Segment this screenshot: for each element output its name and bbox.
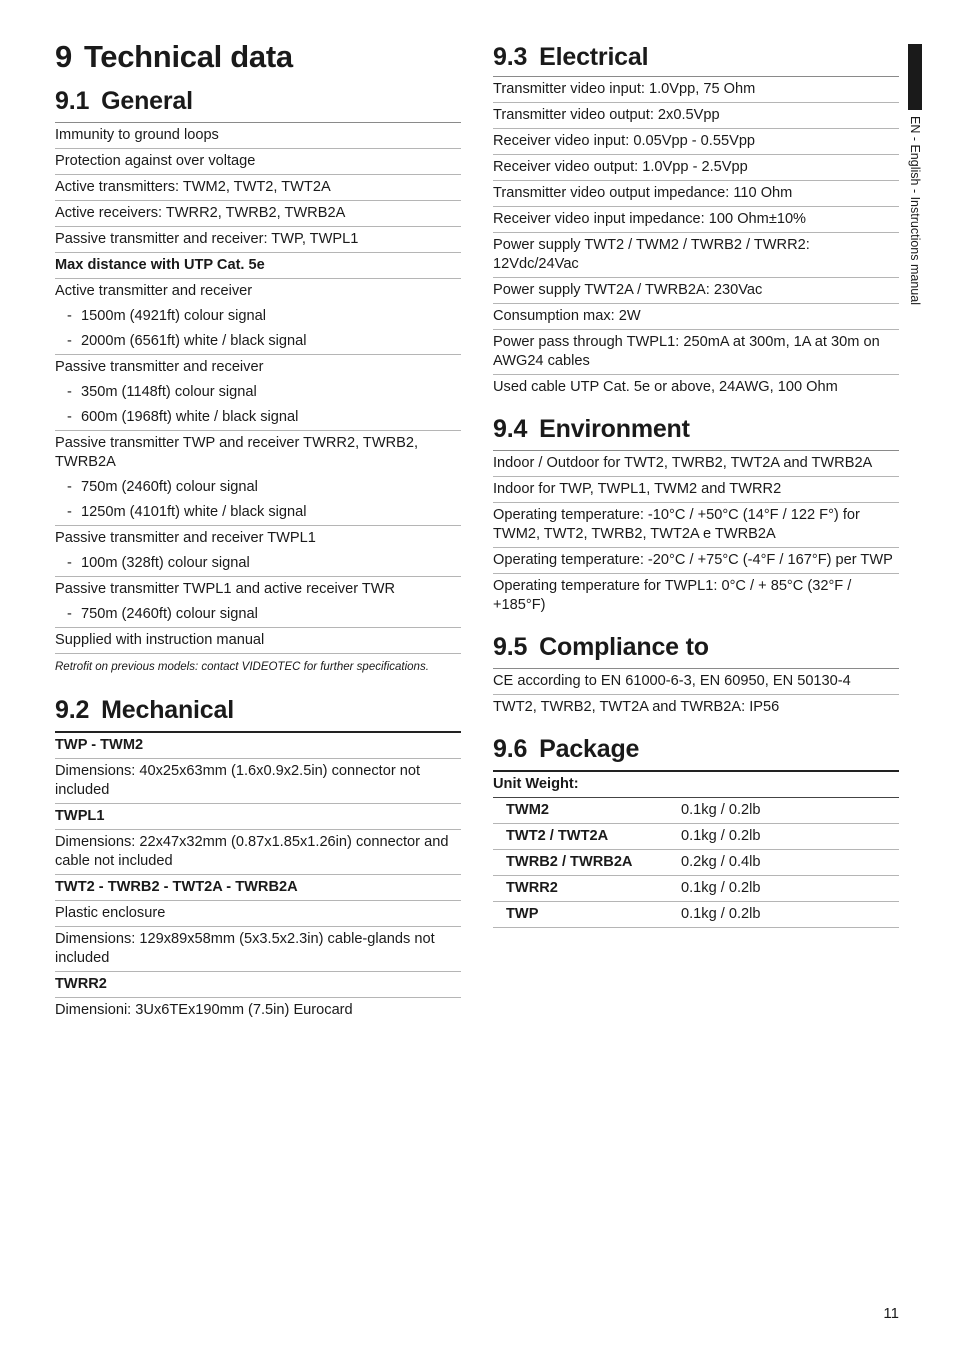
left-column — [55, 38, 461, 1023]
spec-row: Active receivers: TWRR2, TWRB2, TWRB2A — [55, 201, 461, 227]
spec-row: Used cable UTP Cat. 5e or above, 24AWG, 100 Ohm — [493, 379, 838, 395]
table-row — [493, 798, 899, 824]
spec-row: Dimensioni: 3Ux6TEx190mm (7.5in) Eurocard — [55, 1002, 353, 1018]
page-number: 11 — [883, 1305, 899, 1322]
spec-row: Dimensions: 22x47x32mm (0.87x1.85x1.26in) connector and cable not included — [55, 830, 461, 875]
section-heading-package: 9.6 Package — [493, 735, 640, 763]
spec-row: Operating temperature: -20°C / +75°C (-4°F / 167°F) per TWP — [493, 548, 899, 574]
spec-subrow: - 100m (328ft) colour signal — [55, 551, 461, 577]
mechanical-table — [55, 731, 461, 1023]
spec-row: Power supply TWT2A / TWRB2A: 230Vac — [493, 278, 899, 304]
table-row — [493, 902, 899, 928]
spec-subrow: - 600m (1968ft) white / black signal — [55, 405, 461, 431]
compliance-table — [493, 668, 899, 720]
weight-cell: 0.1kg / 0.2lb — [681, 802, 761, 818]
spec-row: Plastic enclosure — [55, 901, 461, 927]
page-title: 9 Technical data — [55, 39, 293, 74]
spec-row: Passive transmitter TWPL1 and active receiver TWR — [55, 581, 396, 597]
package-header: Unit Weight: — [493, 772, 899, 798]
table-row — [493, 824, 899, 850]
spec-row: Operating temperature: -10°C / +50°C (14°F / 122 F°) for TWM2, TWT2, TWRB2, TWT2A e TWRB2A — [493, 503, 899, 548]
general-table — [55, 122, 461, 681]
section-heading-general: 9.1 General — [55, 87, 193, 115]
spec-row: Immunity to ground loops — [55, 123, 461, 149]
spec-row: Operating temperature for TWPL1: 0°C / + 85°C (32°F / +185°F) — [493, 578, 852, 613]
spec-row: Transmitter video output impedance: 110 Ohm — [493, 181, 899, 207]
footnote: Retrofit on previous models: contact VIDEOTEC for further specifications. — [55, 661, 429, 673]
spec-row: Receiver video output: 1.0Vpp - 2.5Vpp — [493, 155, 899, 181]
spec-row: Receiver video input: 0.05Vpp - 0.55Vpp — [493, 129, 899, 155]
spec-subheading: TWP - TWM2 — [55, 733, 461, 759]
right-column — [493, 38, 899, 928]
weight-cell: 0.1kg / 0.2lb — [681, 906, 761, 922]
spec-row: Power pass through TWPL1: 250mA at 300m, 1A at 30m on AWG24 cables — [493, 330, 899, 375]
spec-row: Power supply TWT2 / TWM2 / TWRB2 / TWRR2: 12Vdc/24Vac — [493, 233, 899, 278]
section-heading-environment: 9.4 Environment — [493, 415, 690, 443]
section-heading-compliance: 9.5 Compliance to — [493, 633, 709, 661]
spec-subheading: Max distance with UTP Cat. 5e — [55, 253, 461, 279]
spec-subrow: - 2000m (6561ft) white / black signal — [55, 329, 461, 355]
spec-row: TWT2, TWRB2, TWT2A and TWRB2A: IP56 — [493, 699, 780, 715]
spec-row: CE according to EN 61000-6-3, EN 60950, EN 50130-4 — [493, 669, 899, 695]
spec-row: Dimensions: 129x89x58mm (5x3.5x2.3in) cable-glands not included — [55, 927, 461, 972]
spec-subheading: TWT2 - TWRB2 - TWT2A - TWRB2A — [55, 875, 461, 901]
spec-row: Dimensions: 40x25x63mm (1.6x0.9x2.5in) connector not included — [55, 759, 461, 804]
spec-subrow: - 350m (1148ft) colour signal — [55, 380, 461, 405]
spec-row: Active transmitters: TWM2, TWT2, TWT2A — [55, 175, 461, 201]
spec-subrow: - 1250m (4101ft) white / black signal — [55, 500, 461, 526]
weight-cell: 0.1kg / 0.2lb — [681, 828, 761, 844]
spec-row: Passive transmitter TWP and receiver TWRR2, TWRB2, TWRB2A — [55, 435, 419, 470]
spec-subrow: - 750m (2460ft) colour signal — [55, 602, 461, 628]
model-cell: TWT2 / TWT2A — [506, 828, 609, 844]
spec-row: Indoor for TWP, TWPL1, TWM2 and TWRR2 — [493, 477, 899, 503]
section-heading-mechanical: 9.2 Mechanical — [55, 696, 234, 724]
spec-row: Transmitter video output: 2x0.5Vpp — [493, 103, 899, 129]
spec-subheading: TWPL1 — [55, 804, 461, 830]
spec-subrow: - 1500m (4921ft) colour signal — [55, 304, 461, 329]
section-heading-electrical: 9.3 Electrical — [493, 43, 649, 71]
environment-table — [493, 450, 899, 618]
weight-cell: 0.2kg / 0.4lb — [681, 854, 761, 870]
weight-cell: 0.1kg / 0.2lb — [681, 880, 761, 896]
model-cell: TWM2 — [506, 802, 549, 818]
spec-row: Supplied with instruction manual — [55, 628, 461, 654]
spec-row: Passive transmitter and receiver — [55, 359, 264, 375]
side-label: EN - English - Instructions manual — [908, 116, 922, 305]
spec-row: Receiver video input impedance: 100 Ohm±10% — [493, 207, 899, 233]
spec-subrow: - 750m (2460ft) colour signal — [55, 475, 461, 500]
spec-row: Passive transmitter and receiver: TWP, TWPL1 — [55, 227, 461, 253]
spec-row: Protection against over voltage — [55, 149, 461, 175]
table-row — [493, 850, 899, 876]
model-cell: TWRR2 — [506, 880, 558, 896]
side-tab-marker — [908, 44, 922, 110]
spec-subheading: TWRR2 — [55, 972, 461, 998]
spec-row: Active transmitter and receiver — [55, 283, 253, 299]
table-row — [493, 876, 899, 902]
spec-row: Indoor / Outdoor for TWT2, TWRB2, TWT2A and TWRB2A — [493, 451, 899, 477]
model-cell: TWP — [506, 906, 539, 922]
spec-row: Passive transmitter and receiver TWPL1 — [55, 530, 316, 546]
spec-row: Transmitter video input: 1.0Vpp, 75 Ohm — [493, 77, 899, 103]
spec-row: Consumption max: 2W — [493, 304, 899, 330]
model-cell: TWRB2 / TWRB2A — [506, 854, 633, 870]
electrical-table — [493, 76, 899, 400]
package-table — [493, 770, 899, 928]
